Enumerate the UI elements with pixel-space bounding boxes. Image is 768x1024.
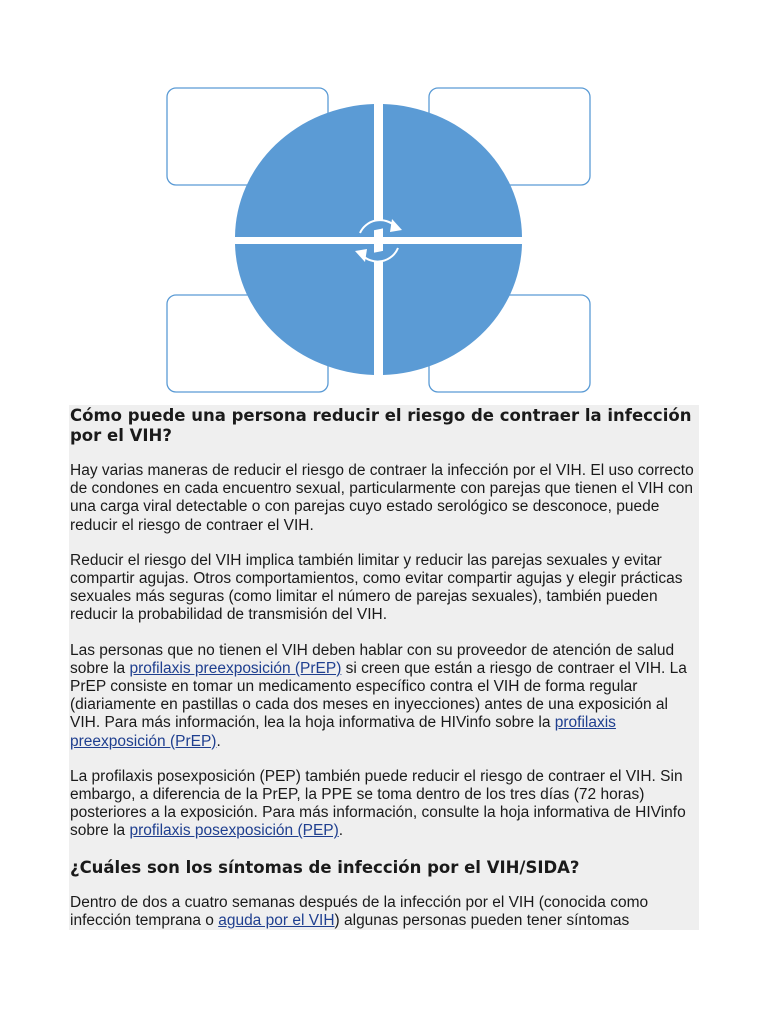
paragraph-symptoms-text-1: Dentro de dos a cuatro semanas después de la infección por el VIH (conocida como infección temprana o xyxy=(70,893,649,929)
paragraph-partners: Reducir el riesgo del VIH implica también limitar y reducir las parejas sexuales y evitar compartir agujas. Otros comportamientos, como evitar compartir agujas y elegir prácticas sexuales más seguras (como limitar el número de parejas sexuales), también pueden reducir la probabilidad de transmisión del VIH. xyxy=(70,551,683,624)
paragraph-symptoms-text-2: ) algunas personas pueden tener síntomas xyxy=(334,911,630,929)
paragraph-prep-text-2: si creen que están a riesgo de contraer el VIH. La PrEP consiste en tomar un medicamento específico contra el VIH de forma regular (diariamente en pastillas o cada dos meses en inyecciones) antes de una exposición al VIH. Para más información, lea la hoja informativa de HIVinfo sobre la xyxy=(70,659,687,732)
article-panel xyxy=(69,405,699,930)
paragraph-condoms: Hay varias maneras de reducir el riesgo de contraer la infección por el VIH. El uso correcto de condones en cada encuentro sexual, particularmente con parejas que tienen el VIH con una carga viral detectable o con parejas cuyo estado serológico se desconoce, puede reducir el riesgo de contraer el VIH. xyxy=(70,462,694,534)
link-prep-1[interactable]: profilaxis preexposición (PrEP) xyxy=(129,659,342,677)
paragraph-prep xyxy=(70,642,699,751)
paragraph-symptoms xyxy=(70,894,699,930)
paragraph-prep-text-3: . xyxy=(216,732,221,750)
cycle-diagram-graphic xyxy=(0,0,768,400)
heading-symptoms: ¿Cuáles son los síntomas de infección por el VIH/SIDA? xyxy=(70,857,580,877)
paragraph-pep-text-2: . xyxy=(338,822,344,840)
paragraph-prep-text-1: Las personas que no tienen el VIH deben hablar con su proveedor de atención de salud sobre la xyxy=(70,641,675,677)
link-acute-hiv[interactable]: aguda por el VIH xyxy=(218,911,335,929)
link-prep-2[interactable]: profilaxis preexposición (PrEP) xyxy=(70,714,616,750)
cycle-diagram xyxy=(0,0,768,400)
paragraph-pep xyxy=(70,768,699,841)
paragraph-pep-text-1: La profilaxis posexposición (PEP) también puede reducir el riesgo de contraer el VIH. Sin embargo, a diferencia de la PrEP, la PPE se toma dentro de los tres días (72 horas) posteriores a la exposición. Para más información, consulte la hoja informativa de HIVinfo sobre la xyxy=(70,767,686,840)
heading-reduce-risk: Cómo puede una persona reducir el riesgo de contraer la infección por el VIH? xyxy=(70,406,692,445)
link-pep[interactable]: profilaxis posexposición (PEP) xyxy=(129,822,339,840)
